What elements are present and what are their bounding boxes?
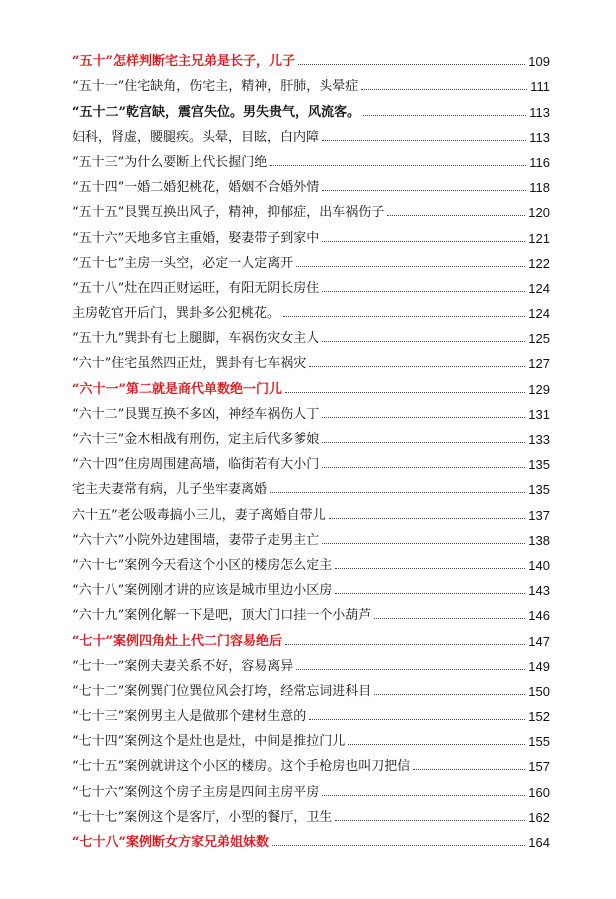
dot-leader (361, 89, 527, 90)
toc-entry-page-number: 121 (528, 230, 550, 246)
toc-entry-page-number: 155 (528, 734, 550, 750)
toc-entry-title: “五十五”艮巽互换出风子，精神，抑郁症，出车祸伤子 (72, 205, 385, 221)
toc-entry-page-number: 149 (528, 658, 550, 674)
toc-entry-page-number: 135 (528, 457, 550, 473)
toc-entry[interactable] (72, 399, 550, 424)
toc-entry-page-number: 127 (528, 356, 550, 372)
toc-entry-title: “七十五”案例就讲这个小区的楼房。这个手枪房也叫刀把信 (72, 759, 411, 775)
toc-entry-page-number: 147 (528, 633, 550, 649)
toc-entry-page-number: 118 (529, 180, 550, 196)
toc-entry[interactable] (72, 449, 550, 474)
dot-leader (285, 644, 525, 645)
dot-leader (335, 820, 525, 821)
toc-entry-page-number: 143 (528, 583, 550, 599)
toc-entry-title: “六十八”案例刚才讲的应该是城市里边小区房 (72, 583, 333, 599)
toc-entry[interactable] (72, 625, 550, 650)
toc-entry-page-number: 162 (528, 809, 550, 825)
toc-entry-page-number: 113 (529, 129, 550, 145)
toc-entry-title: “七十四”案例这个是灶也是灶，中间是推拉门儿 (72, 734, 346, 750)
toc-entry-title: “五十六”天地多官主重婚，娶妻带子到家中 (72, 230, 320, 246)
toc-entry[interactable] (72, 802, 550, 827)
toc-entry[interactable] (72, 197, 550, 222)
dot-leader (322, 543, 525, 544)
toc-entry-title: 宅主夫妻常有病，儿子坐牢妻离婚 (72, 482, 268, 498)
toc-entry[interactable] (72, 298, 550, 323)
toc-entry[interactable] (72, 474, 550, 499)
toc-entry-title: 六十五”老公吸毒搞小三儿，妻子离婚自带儿 (72, 507, 326, 523)
toc-entry[interactable] (72, 827, 550, 852)
toc-entry-page-number: 124 (528, 306, 550, 322)
dot-leader (285, 392, 525, 393)
toc-entry-title: “六十九”案例化解一下是吧，顶大门口挂一个小葫芦 (72, 608, 372, 624)
toc-entry-title: “七十三”案例男主人是做那个建材生意的 (72, 709, 307, 725)
toc-entry[interactable] (72, 46, 550, 71)
dot-leader (374, 694, 525, 695)
toc-entry-title: “五十八”灶在四正财运旺，有阳无阴长房住 (72, 280, 320, 296)
toc-entry-title: “六十六”小院外边建围墙，妻带子走男主亡 (72, 532, 320, 548)
toc-entry-title: 主房乾官开后门，巽卦多公犯桃花。 (72, 306, 281, 322)
toc-entry-page-number: 152 (528, 709, 550, 725)
toc-entry-title: “七十六”案例这个房子主房是四间主房平房 (72, 784, 320, 800)
toc-entry-page-number: 109 (528, 54, 550, 70)
dot-leader (270, 492, 525, 493)
dot-leader (309, 719, 525, 720)
toc-entry-title: 妇科，肾虚，腰腿疾。头晕，目眩，白内障 (72, 129, 320, 145)
dot-leader (296, 669, 525, 670)
toc-entry[interactable] (72, 248, 550, 273)
toc-entry-page-number: 135 (528, 482, 550, 498)
toc-entry[interactable] (72, 373, 550, 398)
dot-leader (322, 417, 525, 418)
dot-leader (348, 744, 525, 745)
toc-entry[interactable] (72, 71, 550, 96)
toc-entry[interactable] (72, 676, 550, 701)
toc-entry-page-number: 131 (528, 406, 550, 422)
toc-entry[interactable] (72, 575, 550, 600)
toc-entry[interactable] (72, 122, 550, 147)
dot-leader (322, 291, 525, 292)
dot-leader (298, 64, 525, 65)
toc-entry[interactable] (72, 701, 550, 726)
toc-entry[interactable] (72, 525, 550, 550)
toc-entry-page-number: 122 (528, 255, 550, 271)
toc-entry-page-number: 137 (528, 507, 550, 523)
toc-entry[interactable] (72, 96, 550, 121)
toc-entry-title: “六十三”金木相战有刑伤，定主后代多爹娘 (72, 432, 320, 447)
dot-leader (335, 593, 525, 594)
toc-entry[interactable] (72, 600, 550, 625)
toc-entry[interactable] (72, 726, 550, 751)
dot-leader (387, 215, 525, 216)
toc-entry-title: “六十一”第二就是商代单数绝一门儿 (72, 381, 282, 397)
toc-entry-title: “七十七”案例这个是客厅，小型的餐厅，卫生 (72, 809, 333, 825)
dot-leader (322, 795, 525, 796)
toc-entry[interactable] (72, 323, 550, 348)
toc-entry-page-number: 113 (529, 104, 550, 120)
dot-leader (322, 190, 526, 191)
dot-leader (374, 618, 525, 619)
toc-entry-title: “六十”住宅虽然四正灶，巽卦有七车祸灾 (72, 356, 307, 372)
toc-entry-page-number: 150 (528, 683, 550, 699)
toc-entry[interactable] (72, 424, 550, 449)
toc-entry-title: “七十一”案例夫妻关系不好，容易离异 (72, 658, 294, 674)
toc-entry-page-number: 157 (528, 759, 550, 775)
toc-entry-page-number: 111 (530, 79, 550, 95)
dot-leader (322, 341, 525, 342)
toc-entry[interactable] (72, 550, 550, 575)
toc-entry[interactable] (72, 172, 550, 197)
toc-entry[interactable] (72, 751, 550, 776)
toc-entry-page-number: 164 (528, 835, 550, 850)
dot-leader (335, 568, 525, 569)
dot-leader (363, 115, 526, 116)
dot-leader (413, 769, 525, 770)
dot-leader (322, 442, 525, 443)
dot-leader (309, 366, 525, 367)
toc-entry-page-number: 129 (528, 381, 550, 397)
toc-entry-title: “六十七”案例今天看这个小区的楼房怎么定主 (72, 557, 333, 573)
toc-entry-title: “六十二”艮巽互换不多凶，神经车祸伤人丁 (72, 406, 320, 422)
dot-leader (272, 845, 525, 846)
toc-entry-page-number: 138 (528, 532, 550, 548)
toc-entry-page-number: 160 (528, 784, 550, 800)
toc-entry-title: “五十七”主房一头空，必定一人定离开 (72, 255, 294, 271)
toc-entry-page-number: 140 (528, 557, 550, 573)
toc-entry[interactable] (72, 348, 550, 373)
toc-entry-title: “五十三”为什么要断上代长握门绝 (72, 154, 268, 170)
dot-leader (322, 467, 525, 468)
table-of-contents (72, 46, 550, 852)
dot-leader (270, 165, 526, 166)
toc-entry-page-number: 116 (529, 154, 550, 170)
toc-entry-title: “五十”怎样判断宅主兄弟是长子，儿子 (72, 54, 295, 70)
toc-entry-title: “五十四”一婚二婚犯桃花，婚姻不合婚外情 (72, 180, 320, 196)
toc-entry-page-number: 133 (528, 432, 550, 447)
toc-entry-title: “七十八”案例断女方家兄弟姐妹数 (72, 835, 269, 850)
toc-entry-title: “六十四”住房周围建高墙，临街若有大小门 (72, 457, 320, 473)
toc-entry-page-number: 125 (528, 331, 550, 347)
toc-entry-page-number: 120 (528, 205, 550, 221)
toc-entry-title: “五十一”住宅缺角，伤宅主，精神，肝肺，头晕症 (72, 79, 359, 95)
dot-leader (329, 518, 526, 519)
toc-entry[interactable] (72, 776, 550, 801)
toc-entry[interactable] (72, 147, 550, 172)
dot-leader (296, 266, 525, 267)
toc-entry-title: “五十二”乾宫缺，震宫失位。男失贵气，风流客。 (72, 104, 360, 120)
toc-entry-title: “七十”案例四角灶上代二门容易绝后 (72, 633, 282, 649)
toc-entry-title: “七十二”案例巽门位巽位风会打垮，经常忘词进科目 (72, 683, 372, 699)
toc-entry[interactable] (72, 499, 550, 524)
toc-entry-page-number: 124 (528, 280, 550, 296)
toc-entry[interactable] (72, 651, 550, 676)
dot-leader (322, 140, 526, 141)
toc-entry[interactable] (72, 273, 550, 298)
dot-leader (322, 241, 525, 242)
toc-entry-page-number: 146 (528, 608, 550, 624)
dot-leader (283, 316, 525, 317)
toc-entry-title: “五十九”巽卦有七上腿脚，车祸伤灾女主人 (72, 331, 320, 347)
toc-entry[interactable] (72, 222, 550, 247)
